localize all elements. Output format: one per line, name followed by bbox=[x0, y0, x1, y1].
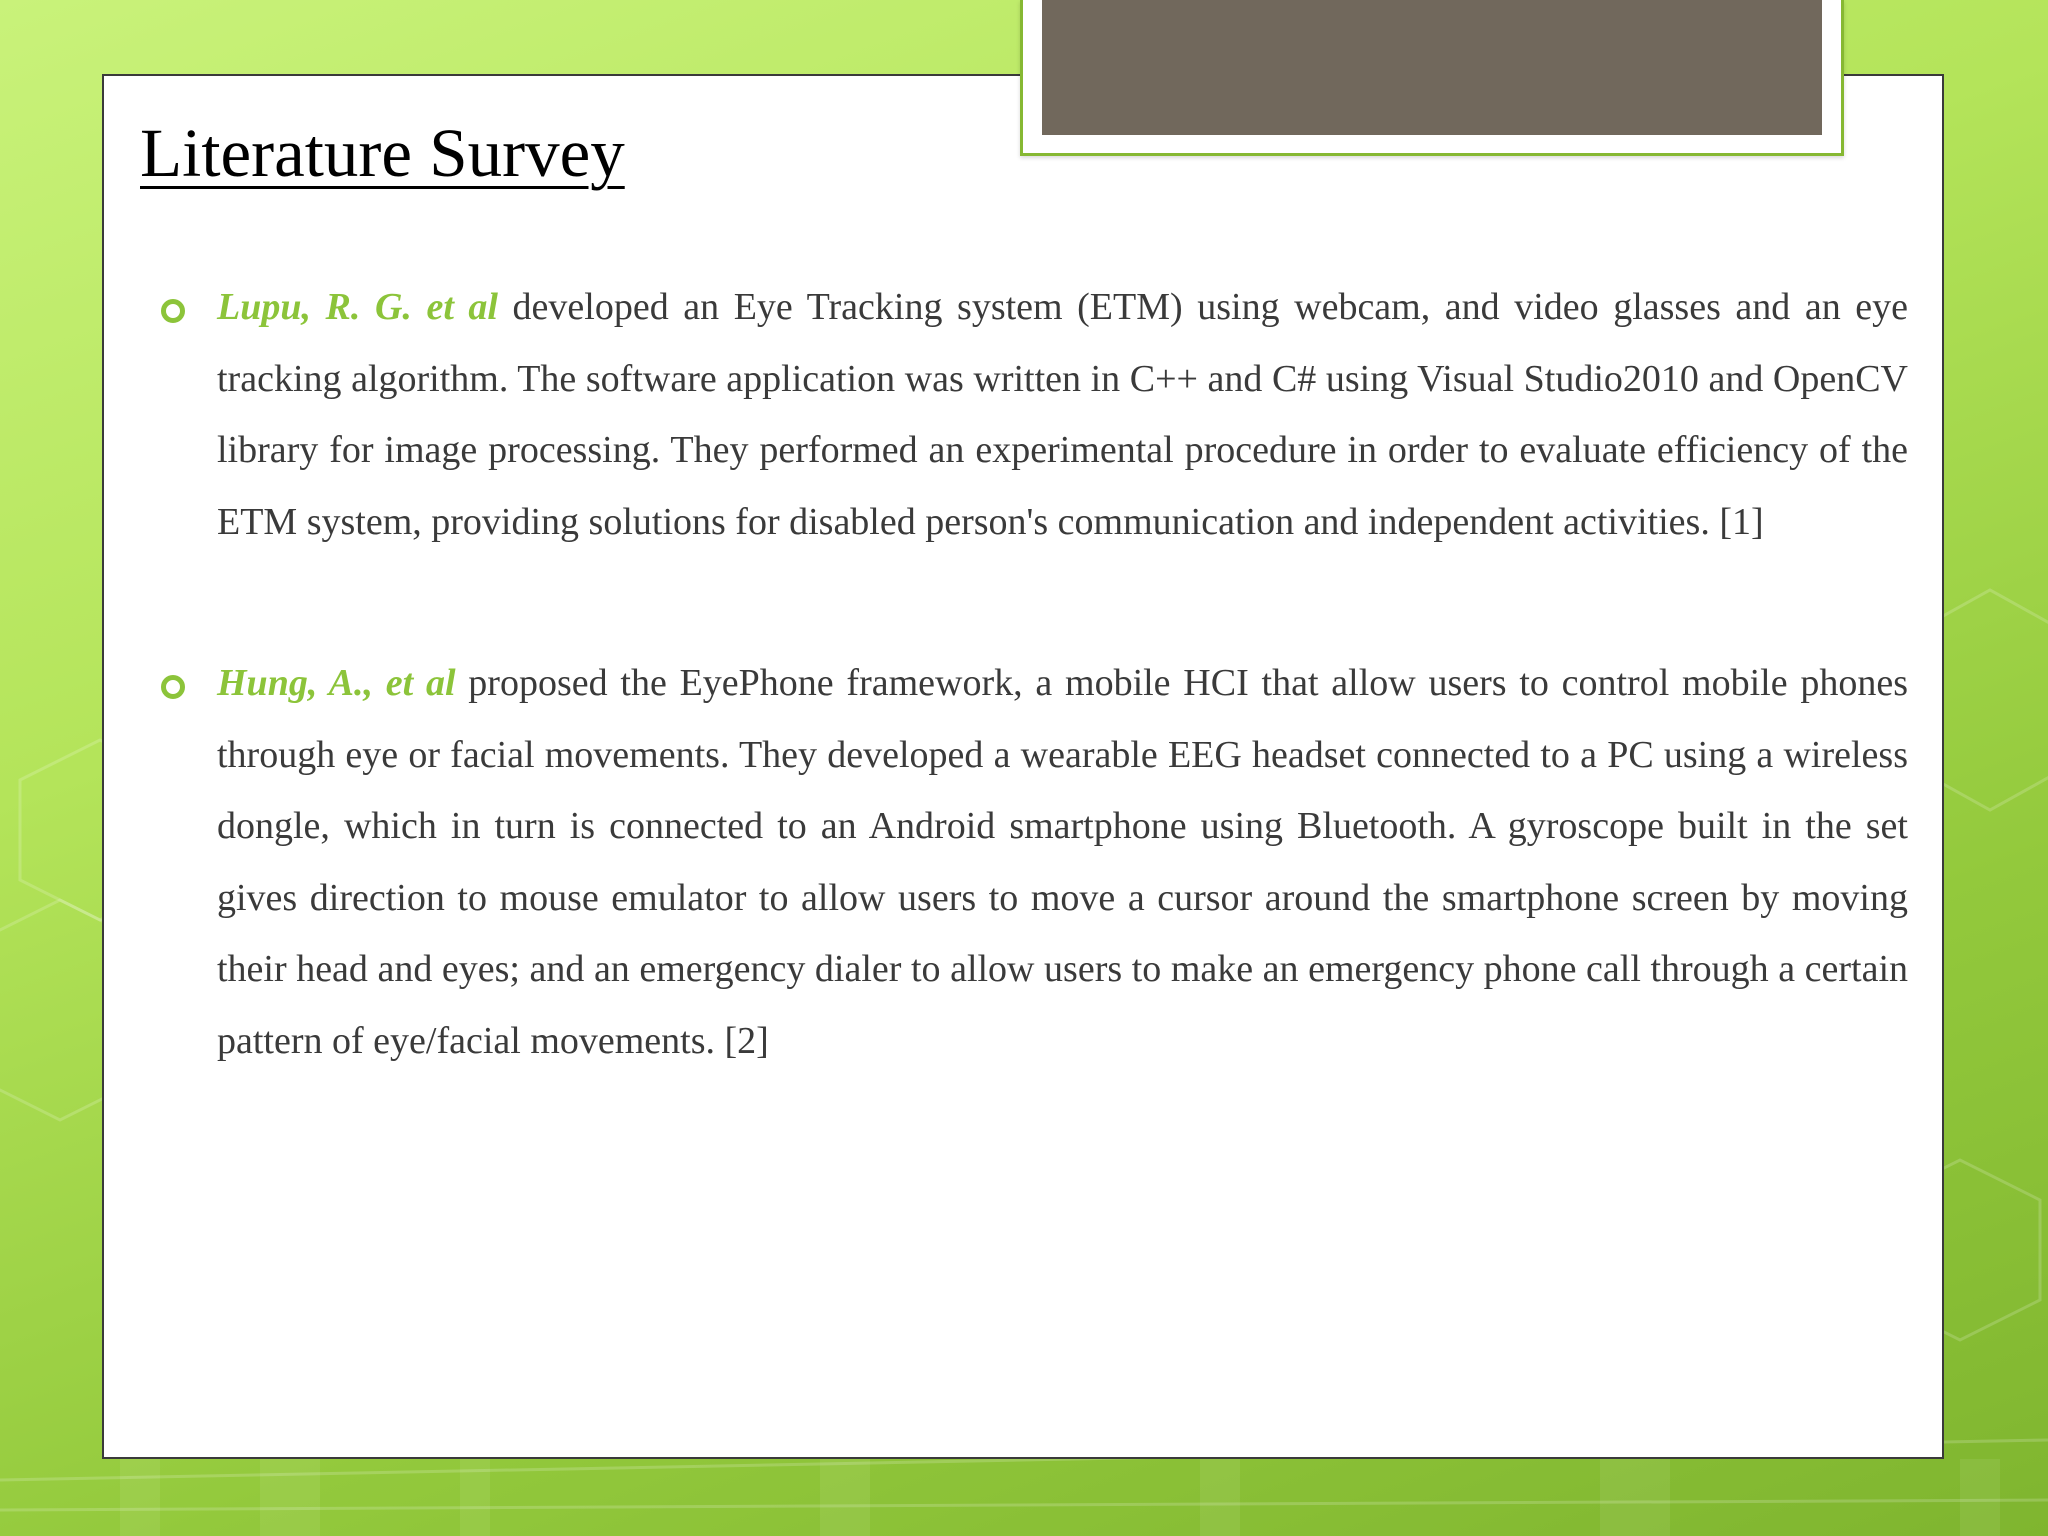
list-item bbox=[150, 272, 1908, 558]
bullet-list bbox=[150, 272, 1908, 1167]
entry-body: developed an Eye Tracking system (ETM) using webcam, and video glasses and an eye tracking algorithm. The software application was written in C++ and C# using Visual Studio2010 and OpenCV library for image processing. They performed an experimental procedure in order to evaluate efficiency of the ETM system, providing solutions for disabled person's communication and independent activities. [1] bbox=[217, 286, 1909, 543]
slide-title: Literature Survey bbox=[140, 115, 625, 191]
circle-bullet-icon bbox=[161, 299, 185, 323]
circle-bullet-icon bbox=[161, 675, 185, 699]
entry-paragraph bbox=[217, 648, 1908, 1077]
image-frame bbox=[1020, 0, 1844, 156]
list-item bbox=[150, 648, 1908, 1077]
entry-paragraph bbox=[217, 272, 1908, 558]
entry-body: proposed the EyePhone framework, a mobile HCI that allow users to control mobile phones through eye or facial movements. They developed a wearable EEG headset connected to a PC using a wireless dongle, which in turn is connected to an Android smartphone using Bluetooth. A gyroscope built in the set gives direction to mouse emulator to allow users to move a cursor around the smartphone screen by moving their head and eyes; and an emergency dialer to allow users to make an emergency phone call through a certain pattern of eye/facial movements. [2] bbox=[217, 662, 1908, 1062]
author-citation: Hung, A., et al bbox=[217, 662, 456, 704]
author-citation: Lupu, R. G. et al bbox=[217, 286, 498, 328]
image-placeholder bbox=[1042, 0, 1822, 135]
